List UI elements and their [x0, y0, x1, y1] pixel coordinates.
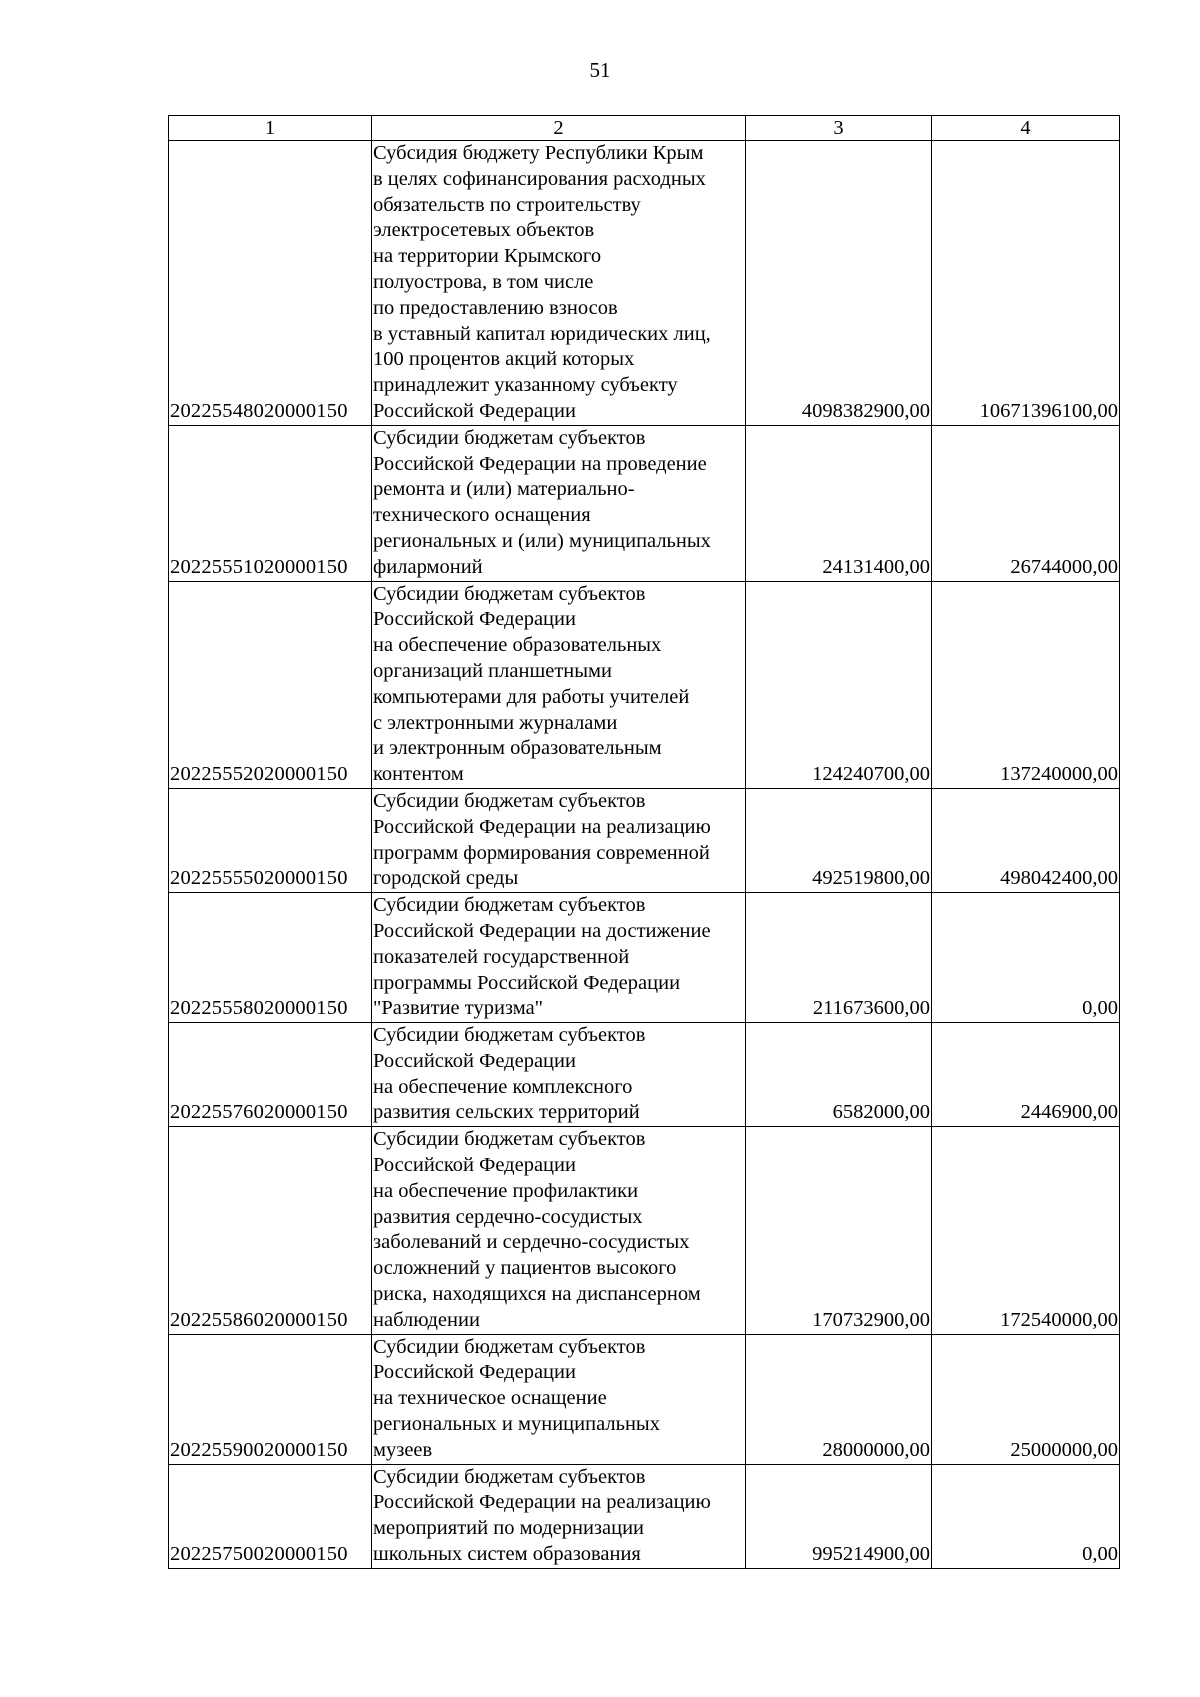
description-line: технического оснащения [373, 504, 591, 527]
description-line: Субсидии бюджетам субъектов [373, 1128, 646, 1151]
classification-code: 20225555020000150 [169, 788, 372, 892]
description-line: по предоставлению взносов [373, 296, 618, 319]
description-line: полуострова, в том числе [373, 270, 594, 293]
description-line: контентом [373, 763, 464, 786]
subsidy-description [372, 581, 746, 788]
description-line: программ формирования современной [373, 841, 710, 864]
subsidy-description [372, 1464, 746, 1568]
table-row [169, 893, 1120, 1023]
subsidy-description [372, 425, 746, 581]
classification-code: 20225586020000150 [169, 1127, 372, 1334]
amount-column-3: 124240700,00 [746, 581, 932, 788]
classification-code: 20225576020000150 [169, 1023, 372, 1127]
description-line: Российской Федерации [373, 1154, 576, 1177]
column-header-2: 2 [372, 116, 746, 141]
description-line: на обеспечение профилактики [373, 1179, 639, 1202]
amount-column-4: 498042400,00 [932, 788, 1120, 892]
description-line: программы Российской Федерации [373, 971, 681, 994]
description-line: городской среды [373, 867, 519, 890]
description-line: Субсидии бюджетам субъектов [373, 582, 646, 605]
description-line: региональных и (или) муниципальных [373, 529, 711, 552]
table-header-row [169, 116, 1120, 141]
amount-column-4: 137240000,00 [932, 581, 1120, 788]
description-line: принадлежит указанному субъекту [373, 374, 678, 397]
description-line: организаций планшетными [373, 659, 612, 682]
amount-column-4: 172540000,00 [932, 1127, 1120, 1334]
table-row [169, 1334, 1120, 1464]
description-line: компьютерами для работы учителей [373, 685, 690, 708]
description-line: "Развитие туризма" [373, 997, 544, 1020]
table-row [169, 581, 1120, 788]
classification-code: 20225750020000150 [169, 1464, 372, 1568]
amount-column-3: 24131400,00 [746, 425, 932, 581]
subsidy-description [372, 788, 746, 892]
description-line: региональных и муниципальных [373, 1413, 660, 1436]
subsidy-description [372, 1023, 746, 1127]
amount-column-4: 25000000,00 [932, 1334, 1120, 1464]
amount-column-4: 2446900,00 [932, 1023, 1120, 1127]
description-line: осложнений у пациентов высокого [373, 1257, 677, 1280]
amount-column-3: 211673600,00 [746, 893, 932, 1023]
amount-column-3: 170732900,00 [746, 1127, 932, 1334]
description-line: Субсидии бюджетам субъектов [373, 426, 646, 449]
description-line: Российской Федерации [373, 399, 576, 422]
table-row [169, 1023, 1120, 1127]
subsidy-description [372, 1127, 746, 1334]
description-line: на обеспечение комплексного [373, 1075, 633, 1098]
table-row [169, 788, 1120, 892]
amount-column-4: 0,00 [932, 1464, 1120, 1568]
description-line: Субсидии бюджетам субъектов [373, 1024, 646, 1047]
description-line: риска, находящихся на диспансерном [373, 1283, 701, 1306]
table-row [169, 1464, 1120, 1568]
budget-table [168, 115, 1120, 1569]
description-line: в целях софинансирования расходных [373, 167, 706, 190]
column-header-3: 3 [746, 116, 932, 141]
column-header-4: 4 [932, 116, 1120, 141]
description-line: развития сердечно-сосудистых [373, 1205, 643, 1228]
description-line: Российской Федерации [373, 608, 576, 631]
description-line: ремонта и (или) материально- [373, 478, 635, 501]
description-line: Российской Федерации [373, 1049, 576, 1072]
table-body [169, 141, 1120, 1569]
description-line: Субсидии бюджетам субъектов [373, 789, 646, 812]
classification-code: 20225590020000150 [169, 1334, 372, 1464]
description-line: школьных систем образования [373, 1543, 641, 1566]
description-line: развития сельских территорий [373, 1101, 640, 1124]
description-line: и электронным образовательным [373, 737, 662, 760]
page-number: 51 [589, 58, 611, 82]
amount-column-3: 492519800,00 [746, 788, 932, 892]
subsidy-description [372, 1334, 746, 1464]
column-header-1: 1 [169, 116, 372, 141]
amount-column-3: 995214900,00 [746, 1464, 932, 1568]
subsidy-description [372, 141, 746, 426]
table-row [169, 1127, 1120, 1334]
description-line: Субсидии бюджетам субъектов [373, 1335, 646, 1358]
description-line: музеев [373, 1438, 433, 1461]
description-line: Российской Федерации на достижение [373, 919, 711, 942]
description-line: Субсидия бюджету Республики Крым [373, 142, 704, 164]
description-line: с электронными журналами [373, 711, 618, 734]
amount-column-3: 28000000,00 [746, 1334, 932, 1464]
description-line: электросетевых объектов [373, 219, 595, 242]
classification-code: 20225558020000150 [169, 893, 372, 1023]
classification-code: 20225552020000150 [169, 581, 372, 788]
description-line: 100 процентов акций которых [373, 348, 635, 371]
amount-column-3: 4098382900,00 [746, 141, 932, 426]
description-line: Субсидии бюджетам субъектов [373, 894, 646, 917]
amount-column-4: 0,00 [932, 893, 1120, 1023]
description-line: обязательств по строительству [373, 193, 641, 216]
description-line: филармоний [373, 555, 483, 578]
description-line: Российской Федерации [373, 1361, 576, 1384]
description-line: мероприятий по модернизации [373, 1517, 645, 1540]
description-line: Российской Федерации на реализацию [373, 815, 711, 838]
description-line: Российской Федерации на проведение [373, 452, 707, 475]
classification-code: 20225551020000150 [169, 425, 372, 581]
description-line: на обеспечение образовательных [373, 634, 662, 657]
description-line: Субсидии бюджетам субъектов [373, 1465, 646, 1488]
description-line: на территории Крымского [373, 245, 602, 268]
description-line: Российской Федерации на реализацию [373, 1491, 711, 1514]
amount-column-3: 6582000,00 [746, 1023, 932, 1127]
subsidy-description [372, 893, 746, 1023]
description-line: заболеваний и сердечно-сосудистых [373, 1231, 690, 1254]
description-line: в уставный капитал юридических лиц, [373, 322, 711, 345]
classification-code: 20225548020000150 [169, 141, 372, 426]
amount-column-4: 26744000,00 [932, 425, 1120, 581]
table-row [169, 425, 1120, 581]
table-row [169, 141, 1120, 426]
amount-column-4: 10671396100,00 [932, 141, 1120, 426]
description-line: показателей государственной [373, 945, 630, 968]
description-line: на техническое оснащение [373, 1387, 607, 1410]
description-line: наблюдении [373, 1308, 480, 1331]
